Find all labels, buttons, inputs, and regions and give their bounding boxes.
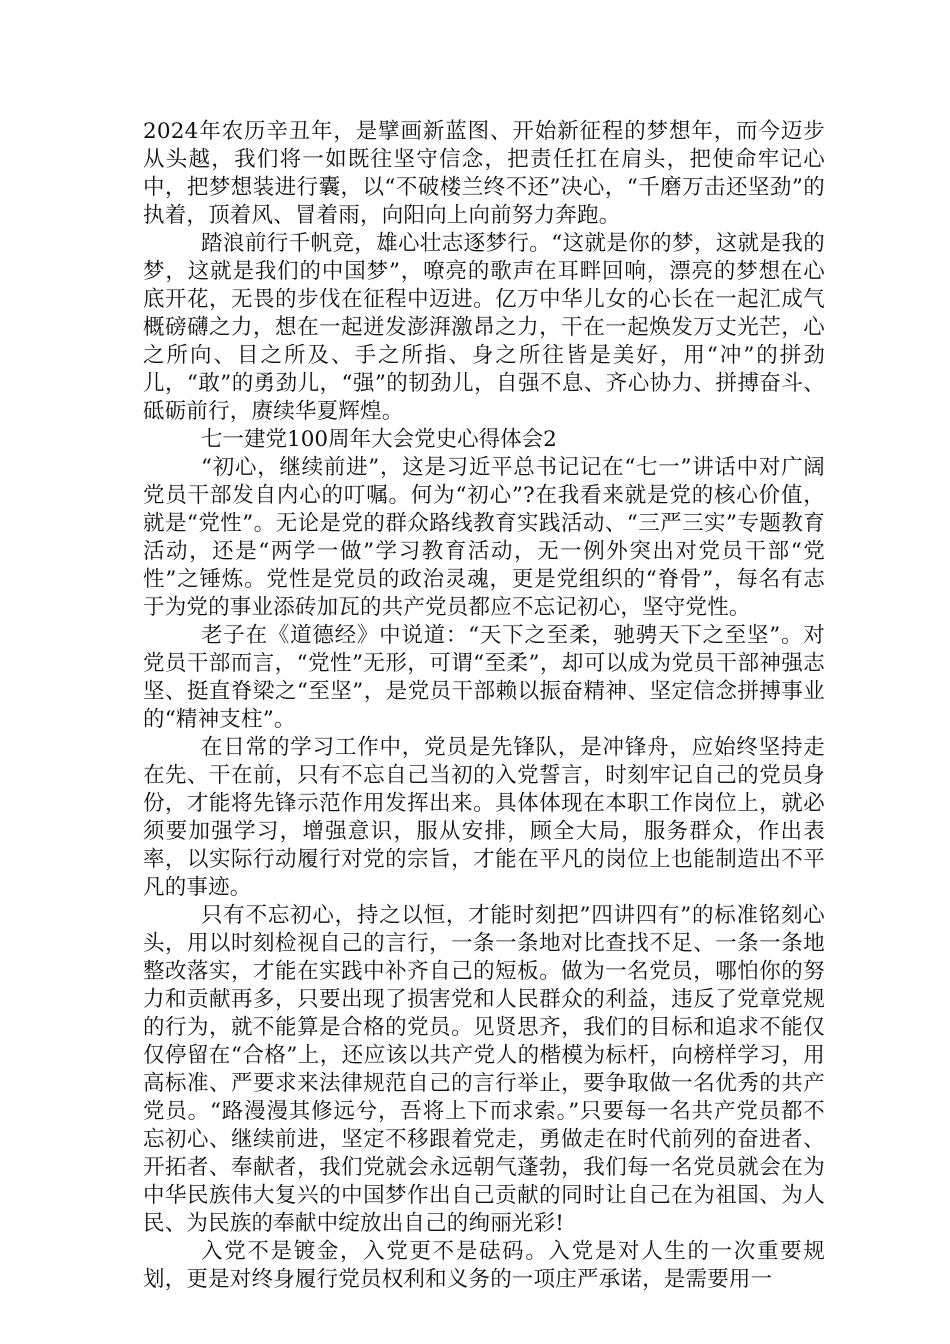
- paragraph-2: 踏浪前行千帆竞，雄心壮志逐梦行。“这就是你的梦，这就是我的梦，这就是我们的中国梦”，嘹亮的歌声在耳畔回响，漂亮的梦想在心底开花，无畏的步伐在征程中迈进。亿万中华儿女的心长在一起汇成气概磅礴之力，想在一起迸发澎湃激昂之力，干在一起焕发万丈光芒，心之所向、目之所及、手之所指、身之所往皆是美好，用“冲”的拼劲儿，“敢”的勇劲儿，“强”的韧劲儿，自强不息、齐心协力、拼搏奋斗、砥砺前行，赓续华夏辉煌。: [143, 231, 825, 424]
- paragraph-5: 在日常的学习工作中，党员是先锋队，是冲锋舟，应始终坚持走在先、干在前，只有不忘自己当初的入党誓言，时刻牢记自己的党员身份，才能将先锋示范作用发挥出来。具体体现在本职工作岗位上，就必须要加强学习，增强意识，服从安排，顾全大局，服务群众，作出表率，以实际行动履行对党的宗旨，才能在平凡的岗位上也能制造出不平凡的事迹。: [143, 735, 825, 900]
- section-heading: 七一建党100周年大会党史心得体会2: [201, 427, 557, 452]
- paragraph-6: 只有不忘初心，持之以恒，才能时刻把”四讲四有”的标准铭刻心头，用以时刻检视自己的言行，一条一条地对比查找不足、一条一条地整改落实，才能在实践中补齐自己的短板。做为一名党员，哪怕你的努力和贡献再多，只要出现了损害党和人民群众的利益，违反了党章党规的行为，就不能算是合格的党员。见贤思齐，我们的目标和追求不能仅仅停留在“合格”上，还应该以共产党人的楷模为标杆，向榜样学习，用高标准、严要求来法律规范自己的言行举止，要争取做一名优秀的共产党员。“路漫漫其修远兮，吾将上下而求索。”只要每一名共产党员都不忘初心、继续前进，坚定不移跟着党走，勇做走在时代前列的奋进者、开拓者、奉献者，我们党就会永远朝气蓬勃，我们每一名党员就会在为中华民族伟大复兴的中国梦作出自己贡献的同时让自己在为祖国、为人民、为民族的奉献中绽放出自己的绚丽光彩!: [143, 903, 825, 1236]
- paragraph-7: 入党不是镀金，入党更不是砝码。入党是对人生的一次重要规划，更是对终身履行党员权利和义务的一项庄严承诺，是需要用一: [143, 1239, 825, 1292]
- paragraph-1: 2024年农历辛丑年，是擘画新蓝图、开始新征程的梦想年，而今迈步从头越，我们将一如既往坚守信念，把责任扛在肩头，把使命牢记心中，把梦想装进行囊，以“不破楼兰终不还”决心，“千磨万击还坚劲”的执着，顶着风、冒着雨，向阳向上向前努力奔跑。: [143, 119, 825, 228]
- paragraph-3: “初心，继续前进”，这是习近平总书记记在“七一”讲话中对广阔党员干部发自内心的叮嘱。何为“初心”?在我看来就是党的核心价值，就是“党性”。无论是党的群众路线教育实践活动、“三严三实”专题教育活动，还是“两学一做”学习教育活动，无一例外突出对党员干部“党性”之锤炼。党性是党员的政治灵魂，更是党组织的“脊骨”，每名有志于为党的事业添砖加瓦的共产党员都应不忘记初心，坚守党性。: [143, 455, 825, 620]
- paragraph-4: 老子在《道德经》中说道：“天下之至柔，驰骋天下之至坚”。对党员干部而言，“党性”无形，可谓“至柔”，却可以成为党员干部神强志坚、挺直脊梁之“至坚”，是党员干部赖以振奋精神、坚定信念拼搏事业的“精神支柱”。: [143, 623, 825, 732]
- document-body: [143, 118, 825, 1294]
